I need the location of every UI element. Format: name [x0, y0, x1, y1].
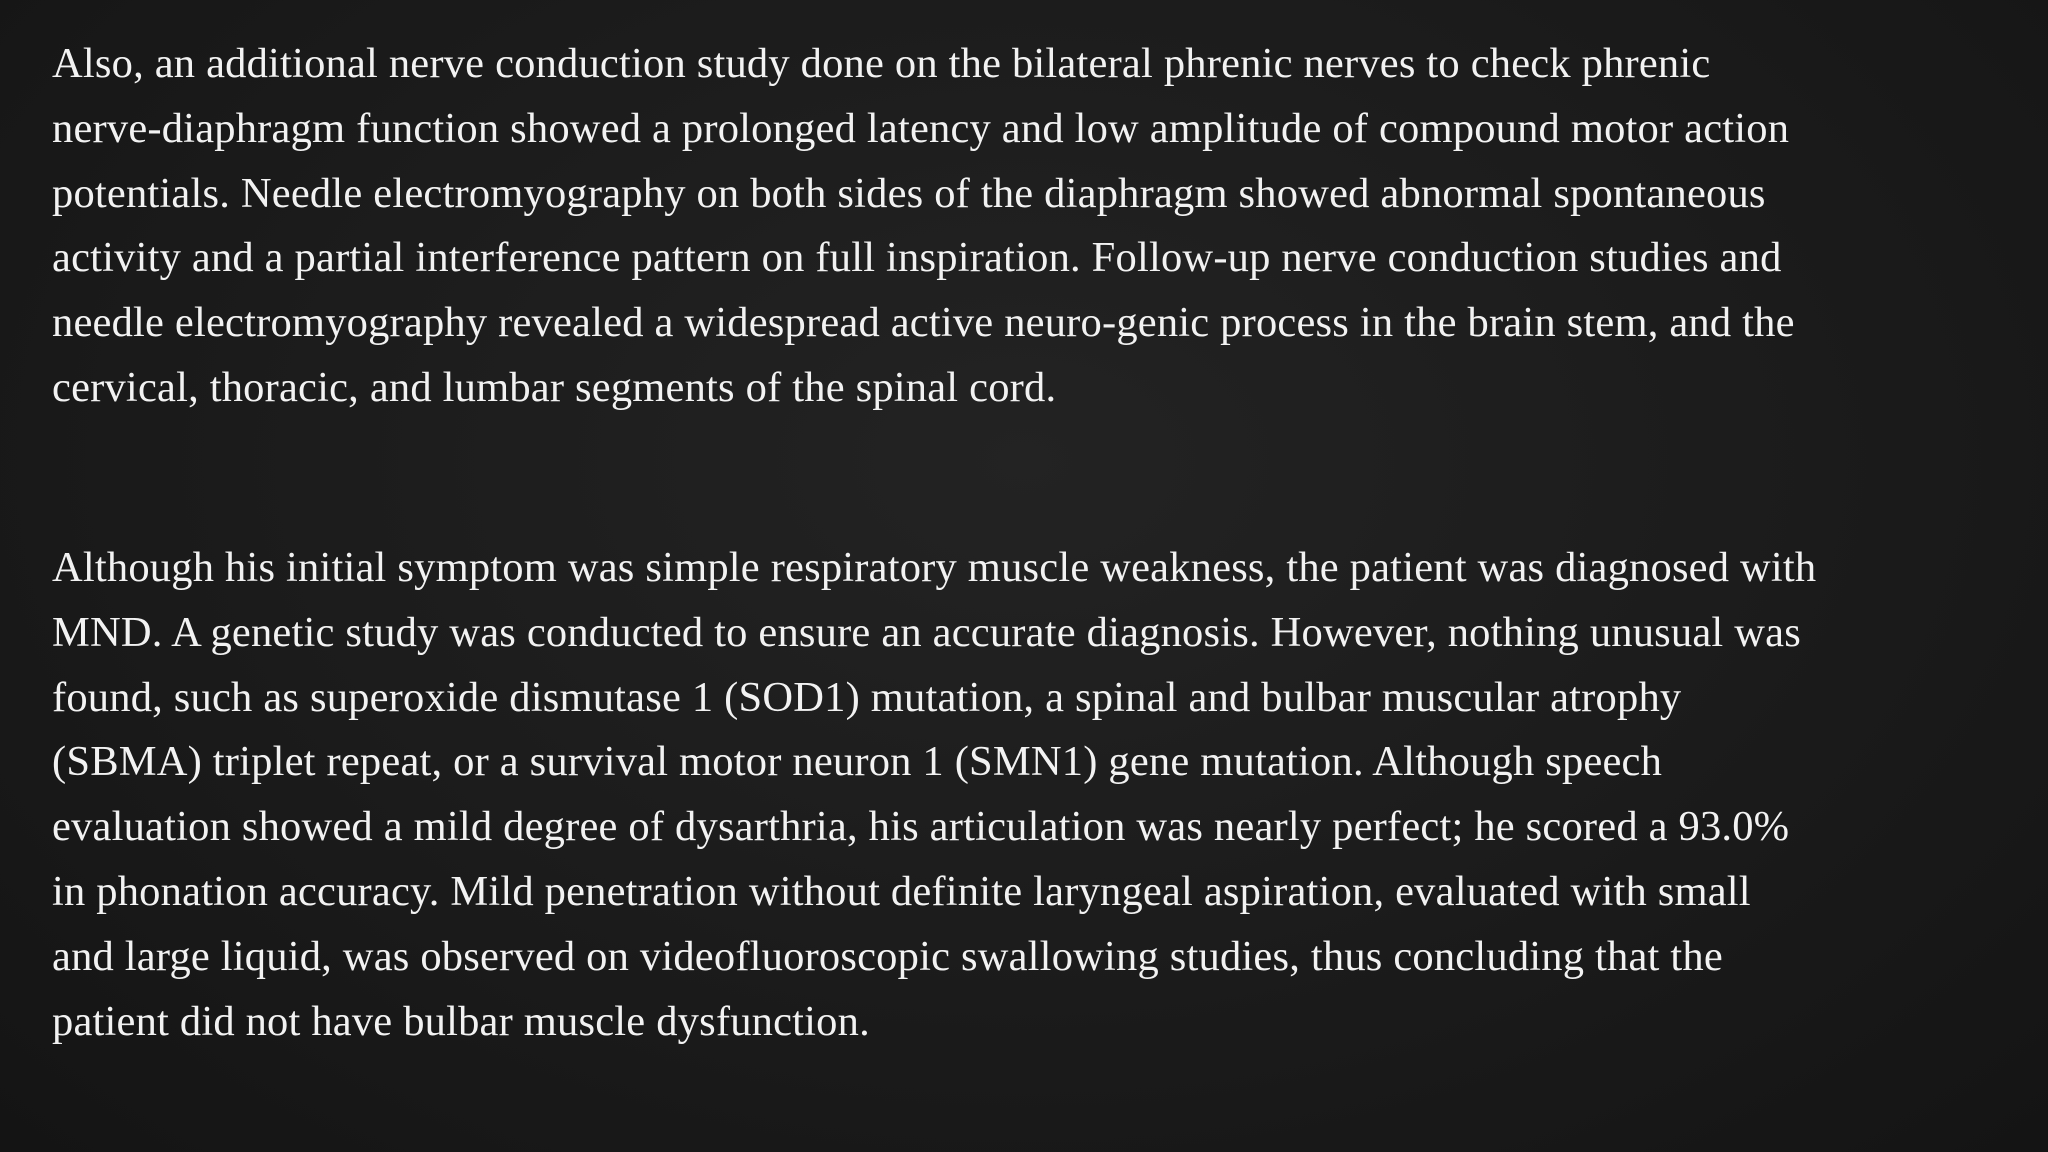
text-line: and large liquid, was observed on videofluoroscopic swallowing studies, thus concluding that the: [52, 932, 1723, 980]
text-line: Also, an additional nerve conduction study done on the bilateral phrenic nerves to check phrenic: [52, 40, 1711, 87]
text-line: in phonation accuracy. Mild penetration without definite laryngeal aspiration, evaluated with small: [52, 867, 1751, 915]
text-line: patient did not have bulbar muscle dysfunction.: [52, 997, 870, 1045]
text-line: potentials. Needle electromyography on both sides of the diaphragm showed abnormal spontaneous: [52, 169, 1766, 217]
paragraph-nerve-conduction: [52, 32, 2022, 421]
text-line: nerve-diaphragm function showed a prolonged latency and low amplitude of compound motor action: [52, 104, 1790, 152]
text-line: activity and a partial interference pattern on full inspiration. Follow-up nerve conduction studies and: [52, 234, 1782, 282]
text-line: (SBMA) triplet repeat, or a survival motor neuron 1 (SMN1) gene mutation. Although speech: [52, 738, 1663, 786]
text-line: found, such as superoxide dismutase 1 (SOD1) mutation, a spinal and bulbar muscular atrophy: [52, 673, 1682, 721]
text-line: evaluation showed a mild degree of dysarthria, his articulation was nearly perfect; he scored a 93.0%: [52, 803, 1790, 851]
text-line: cervical, thoracic, and lumbar segments of the spinal cord.: [52, 363, 1057, 411]
text-line: Although his initial symptom was simple respiratory muscle weakness, the patient was diagnosed with: [52, 544, 1817, 591]
paragraph-diagnosis: [52, 536, 2022, 1054]
text-line: needle electromyography revealed a widespread active neuro-genic process in the brain stem, and the: [52, 299, 1795, 347]
text-line: MND. A genetic study was conducted to ensure an accurate diagnosis. However, nothing unusual was: [52, 608, 1801, 656]
